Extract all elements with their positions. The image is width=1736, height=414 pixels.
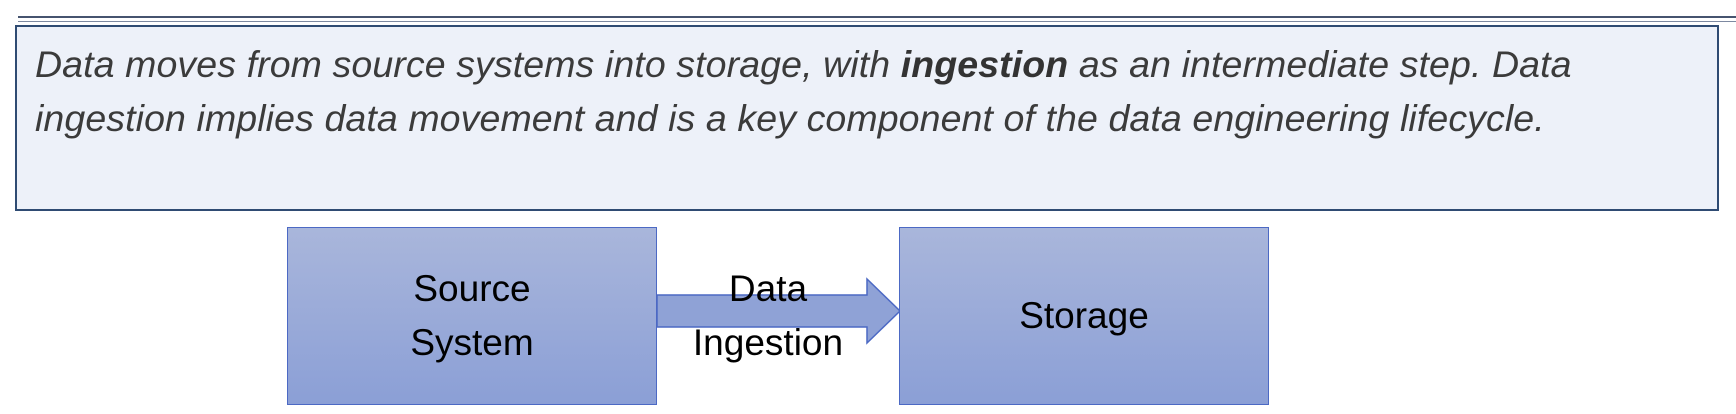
data-ingestion-label-line2: Ingestion [692, 322, 844, 363]
top-divider-line [18, 16, 1736, 18]
storage-box [899, 227, 1269, 405]
description-keyword-ingestion: ingestion [900, 43, 1069, 85]
description-text-end: as an intermediate step. Data ingestion implies data movement and is a key component of the data engineering lifecycle. [35, 43, 1572, 139]
description-text [17, 27, 1717, 145]
description-text-start: Data moves from source systems into storage, with [35, 43, 901, 85]
source-system-label-line2: System [410, 322, 534, 363]
source-system-label [410, 262, 533, 370]
top-divider-line-thin [18, 21, 1736, 22]
description-callout [15, 25, 1719, 211]
storage-label: Storage [1019, 295, 1149, 336]
source-system-box [287, 227, 657, 405]
data-ingestion-label-line1: Data [728, 268, 808, 309]
source-system-label-line1: Source [413, 268, 531, 309]
data-ingestion-label [660, 262, 876, 370]
